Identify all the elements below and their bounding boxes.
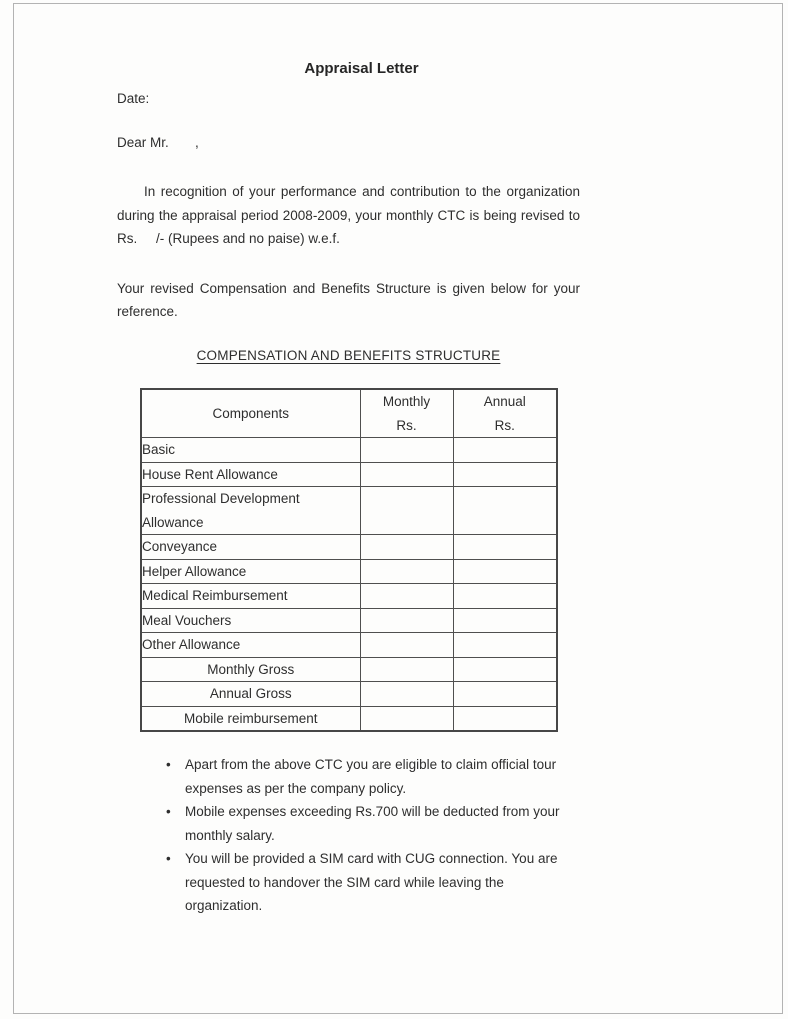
monthly-cell — [360, 438, 453, 463]
bullet-item — [166, 753, 580, 800]
annual-cell — [453, 438, 557, 463]
bullet-2-line-2: monthly salary. — [185, 827, 275, 843]
bullet-dot-icon: • — [166, 851, 171, 866]
component-cell: Medical Reimbursement — [141, 584, 360, 609]
intro-paragraph — [117, 180, 580, 251]
monthly-cell — [360, 559, 453, 584]
monthly-cell — [360, 535, 453, 560]
date-label: Date: — [117, 91, 150, 106]
monthly-cell — [360, 633, 453, 658]
monthly-header-unit: Rs. — [396, 417, 417, 433]
monthly-cell — [360, 584, 453, 609]
bullet-dot-icon: • — [166, 804, 171, 819]
table-row — [141, 584, 557, 609]
monthly-cell — [360, 487, 453, 535]
reference-paragraph — [117, 277, 580, 324]
monthly-cell — [360, 657, 453, 682]
letter-title: Appraisal Letter — [304, 60, 419, 77]
annual-cell — [453, 559, 557, 584]
components-header-label: Components — [212, 405, 290, 421]
table-row — [141, 633, 557, 658]
table-row — [141, 706, 557, 731]
table-row — [141, 535, 557, 560]
annual-cell — [453, 584, 557, 609]
bullet-list — [117, 753, 580, 918]
monthly-header-label: Monthly — [382, 394, 431, 409]
annual-header-unit: Rs. — [494, 417, 515, 433]
annual-cell — [453, 657, 557, 682]
salutation: Dear Mr. , — [117, 134, 199, 150]
component-cell: Mobile reimbursement — [141, 706, 360, 731]
monthly-cell — [360, 682, 453, 707]
intro-line-3: Rs. /- (Rupees and no paise) w.e.f. — [117, 231, 340, 246]
component-cell: Professional Development Allowance — [141, 487, 360, 535]
intro-line-2: during the appraisal period 2008-2009, your monthly CTC is being revised to — [117, 207, 580, 223]
table-row — [141, 608, 557, 633]
table-row — [141, 438, 557, 463]
annual-cell — [453, 608, 557, 633]
table-header-row — [141, 389, 557, 438]
bullet-2-line-1: Mobile expenses exceeding Rs.700 will be deducted from your — [185, 804, 560, 819]
component-cell: Helper Allowance — [141, 559, 360, 584]
component-cell: Meal Vouchers — [141, 608, 360, 633]
monthly-cell — [360, 706, 453, 731]
bullet-text — [185, 847, 580, 918]
annual-header — [453, 389, 557, 438]
monthly-cell — [360, 608, 453, 633]
monthly-cell — [360, 462, 453, 487]
component-cell: Annual Gross — [141, 682, 360, 707]
monthly-header — [360, 389, 453, 438]
bullet-text — [185, 800, 580, 847]
table-row — [141, 487, 557, 535]
intro-line-1: In recognition of your performance and contribution to the organization — [144, 184, 580, 199]
annual-header-label: Annual — [483, 394, 526, 409]
component-cell: Conveyance — [141, 535, 360, 560]
components-header — [141, 389, 360, 438]
annual-cell — [453, 633, 557, 658]
bullet-text — [185, 753, 580, 800]
bullet-3-line-1: You will be provided a SIM card with CUG connection. You are — [185, 851, 558, 866]
compensation-table — [140, 388, 558, 732]
reference-line-1: Your revised Compensation and Benefits Structure is given below for your — [117, 280, 580, 296]
bullet-1-line-2: expenses as per the company policy. — [185, 780, 407, 796]
bullet-item — [166, 847, 580, 918]
annual-cell — [453, 682, 557, 707]
letter-content — [117, 0, 580, 918]
component-cell: Basic — [141, 438, 360, 463]
table-row — [141, 657, 557, 682]
component-cell: Other Allowance — [141, 633, 360, 658]
bullet-item — [166, 800, 580, 847]
component-cell: House Rent Allowance — [141, 462, 360, 487]
bullet-3-line-2: requested to handover the SIM card while leaving the — [185, 874, 504, 890]
annual-cell — [453, 487, 557, 535]
component-cell: Monthly Gross — [141, 657, 360, 682]
annual-cell — [453, 706, 557, 731]
annual-cell — [453, 462, 557, 487]
table-row — [141, 682, 557, 707]
annual-cell — [453, 535, 557, 560]
bullet-3-line-3: organization. — [185, 898, 263, 913]
section-heading: COMPENSATION AND BENEFITS STRUCTURE — [196, 347, 501, 363]
table-row — [141, 462, 557, 487]
reference-line-2: reference. — [117, 304, 178, 319]
bullet-1-line-1: Apart from the above CTC you are eligible to claim official tour — [185, 757, 557, 772]
table-row — [141, 559, 557, 584]
bullet-dot-icon: • — [166, 757, 171, 772]
